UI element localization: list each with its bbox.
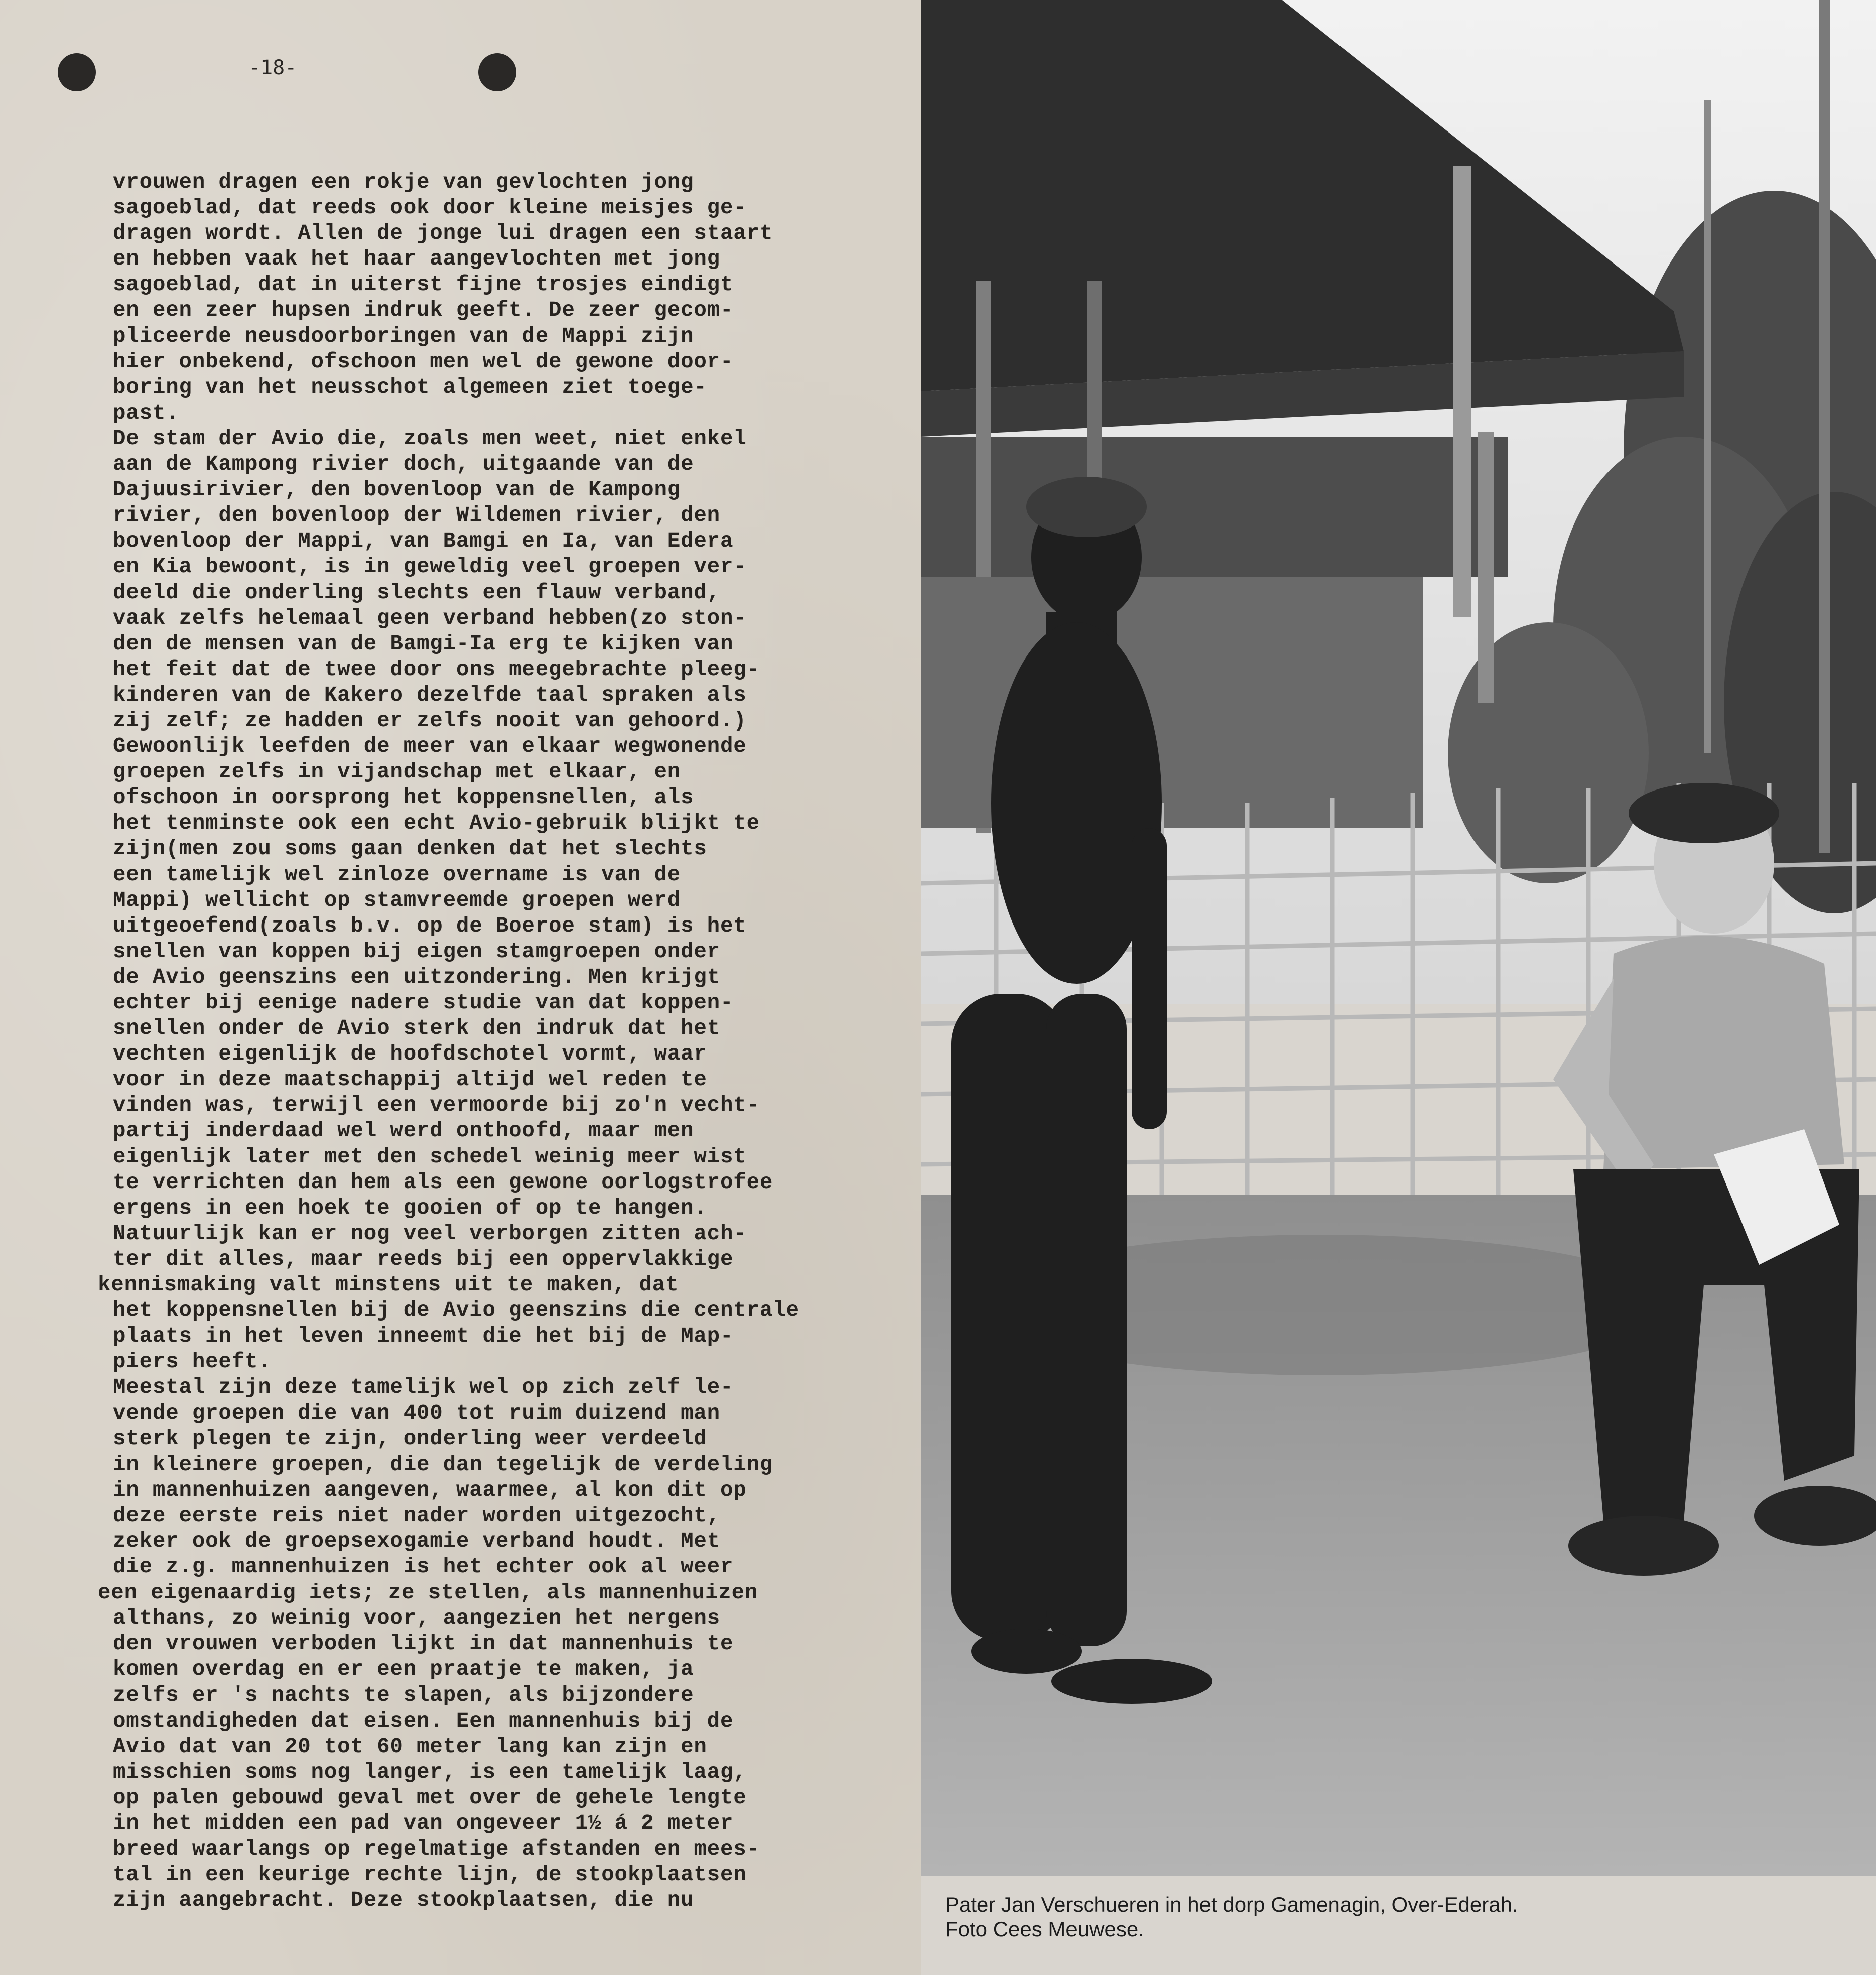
typed-line: Gewoonlijk leefden de meer van elkaar wegwonende bbox=[113, 734, 747, 759]
typed-line: plaats in het leven inneemt die het bij de Map- bbox=[113, 1324, 734, 1349]
typed-line: vaak zelfs helemaal geen verband hebben(zo ston- bbox=[113, 606, 747, 630]
typed-line: zijn(men zou soms gaan denken dat het slechts bbox=[113, 837, 707, 861]
photograph bbox=[921, 0, 1876, 1876]
typed-line: het feit dat de twee door ons meegebrachte pleeg- bbox=[113, 657, 760, 682]
typed-line: vende groepen die van 400 tot ruim duizend man bbox=[113, 1401, 720, 1425]
typed-line: sterk plegen te zijn, onderling weer verdeeld bbox=[113, 1426, 707, 1451]
typewritten-text bbox=[98, 170, 911, 1913]
typed-line: Meestal zijn deze tamelijk wel op zich zelf le- bbox=[113, 1375, 734, 1400]
typed-line: in mannenhuizen aangeven, waarmee, al kon dit op bbox=[113, 1478, 747, 1502]
typed-line: Mappi) wellicht op stamvreemde groepen werd bbox=[113, 888, 681, 912]
typed-line: deeld die onderling slechts een flauw verband, bbox=[113, 580, 720, 605]
typed-line: op palen gebouwd geval met over de gehele lengte bbox=[113, 1785, 747, 1810]
typed-line: in kleinere groepen, die dan tegelijk de verdeling bbox=[113, 1452, 773, 1477]
typed-line: die z.g. mannenhuizen is het echter ook al weer bbox=[113, 1555, 734, 1579]
typed-line: een tamelijk wel zinloze overname is van de bbox=[113, 862, 681, 887]
typed-line: in het midden een pad van ongeveer 1½ á 2 meter bbox=[113, 1811, 734, 1835]
typed-line: past. bbox=[113, 401, 179, 425]
typed-line: voor in deze maatschappij altijd wel reden te bbox=[113, 1068, 707, 1092]
punch-hole-right bbox=[478, 53, 516, 91]
typed-line: Natuurlijk kan er nog veel verborgen zitten ach- bbox=[113, 1221, 747, 1246]
typed-line: zijn aangebracht. Deze stookplaatsen, die nu bbox=[113, 1888, 694, 1913]
typed-line: komen overdag en er een praatje te maken, ja bbox=[113, 1657, 694, 1682]
typed-line: de Avio geenszins een uitzondering. Men krijgt bbox=[113, 965, 720, 989]
typed-line: partij inderdaad wel werd onthoofd, maar men bbox=[113, 1119, 694, 1143]
typed-line: groepen zelfs in vijandschap met elkaar, en bbox=[113, 760, 681, 784]
typed-line: en hebben vaak het haar aangevlochten met jong bbox=[113, 247, 720, 272]
typed-line: en Kia bewoont, is in geweldig veel groepen ver- bbox=[113, 555, 747, 579]
typed-line: omstandigheden dat eisen. Een mannenhuis bij de bbox=[113, 1708, 734, 1733]
photo-illustration bbox=[921, 0, 1876, 1876]
typed-line: tal in een keurige rechte lijn, de stookplaatsen bbox=[113, 1863, 747, 1887]
typed-line: en een zeer hupsen indruk geeft. De zeer gecom- bbox=[113, 298, 734, 323]
typed-line: boring van het neusschot algemeen ziet toege- bbox=[113, 375, 707, 400]
typed-line: aan de Kampong rivier doch, uitgaande van de bbox=[113, 452, 694, 477]
typed-line: vechten eigenlijk de hoofdschotel vormt, waar bbox=[113, 1042, 707, 1067]
typed-line: kennismaking valt minstens uit te maken, dat bbox=[98, 1273, 679, 1297]
typed-line: Dajuusirivier, den bovenloop van de Kampong bbox=[113, 478, 681, 502]
typed-line: rivier, den bovenloop der Wildemen rivier, den bbox=[113, 503, 720, 528]
typed-line: snellen onder de Avio sterk den indruk dat het bbox=[113, 1016, 720, 1041]
typed-line: hier onbekend, ofschoon men wel de gewone door- bbox=[113, 349, 734, 374]
typed-line: te verrichten dan hem als een gewone oorlogstrofee bbox=[113, 1170, 773, 1195]
typed-line: ter dit alles, maar reeds bij een oppervlakkige bbox=[113, 1247, 734, 1271]
typed-sheet bbox=[0, 0, 921, 1975]
typed-line: uitgeoefend(zoals b.v. op de Boeroe stam) is het bbox=[113, 913, 747, 938]
typed-line: ofschoon in oorsprong het koppensnellen, als bbox=[113, 785, 694, 810]
typed-line: een eigenaardig iets; ze stellen, als mannenhuizen bbox=[98, 1581, 758, 1605]
caption-line-1: Pater Jan Verschueren in het dorp Gamenagin, Over-Ederah. bbox=[945, 1893, 1518, 1916]
typed-line: dragen wordt. Allen de jonge lui dragen een staart bbox=[113, 221, 773, 246]
typed-line: bovenloop der Mappi, van Bamgi en Ia, van Edera bbox=[113, 529, 734, 554]
typed-line: De stam der Avio die, zoals men weet, niet enkel bbox=[113, 426, 747, 451]
caption-line-2: Foto Cees Meuwese. bbox=[945, 1917, 1144, 1941]
typed-line: sagoeblad, dat reeds ook door kleine meisjes ge- bbox=[113, 196, 747, 220]
typed-line: sagoeblad, dat in uiterst fijne trosjes eindigt bbox=[113, 273, 734, 297]
typed-line: misschien soms nog langer, is een tamelijk laag, bbox=[113, 1760, 747, 1784]
typed-line: echter bij eenige nadere studie van dat koppen- bbox=[113, 991, 734, 1015]
typed-line: den de mensen van de Bamgi-Ia erg te kijken van bbox=[113, 631, 734, 656]
typed-line: eigenlijk later met den schedel weinig meer wist bbox=[113, 1144, 747, 1169]
typed-line: zeker ook de groepsexogamie verband houdt. Met bbox=[113, 1529, 720, 1553]
punch-hole-left bbox=[58, 53, 96, 91]
typed-line: het koppensnellen bij de Avio geenszins die centrale bbox=[113, 1298, 799, 1323]
photo-caption bbox=[921, 1876, 1876, 1975]
typed-line: althans, zo weinig voor, aangezien het nergens bbox=[113, 1606, 720, 1631]
typed-line: ergens in een hoek te gooien of op te hangen. bbox=[113, 1196, 707, 1220]
typed-line: breed waarlangs op regelmatige afstanden en mees- bbox=[113, 1837, 760, 1862]
typed-line: piers heeft. bbox=[113, 1350, 272, 1374]
typed-line: het tenminste ook een echt Avio-gebruik blijkt te bbox=[113, 811, 760, 836]
page-number: -18- bbox=[248, 56, 297, 79]
typed-line: pliceerde neusdoorboringen van de Mappi zijn bbox=[113, 324, 694, 348]
typed-line: zij zelf; ze hadden er zelfs nooit van gehoord.) bbox=[113, 708, 747, 733]
typed-line: vrouwen dragen een rokje van gevlochten jong bbox=[113, 170, 694, 194]
typed-line: zelfs er 's nachts te slapen, als bijzondere bbox=[113, 1683, 694, 1707]
typed-line: snellen van koppen bij eigen stamgroepen onder bbox=[113, 939, 720, 964]
typed-line: vinden was, terwijl een vermoorde bij zo'n vecht- bbox=[113, 1093, 760, 1118]
typed-line: den vrouwen verboden lijkt in dat mannenhuis te bbox=[113, 1632, 734, 1656]
typed-line: kinderen van de Kakero dezelfde taal spraken als bbox=[113, 683, 747, 707]
typed-line: deze eerste reis niet nader worden uitgezocht, bbox=[113, 1503, 720, 1528]
typed-line: Avio dat van 20 tot 60 meter lang kan zijn en bbox=[113, 1734, 707, 1759]
